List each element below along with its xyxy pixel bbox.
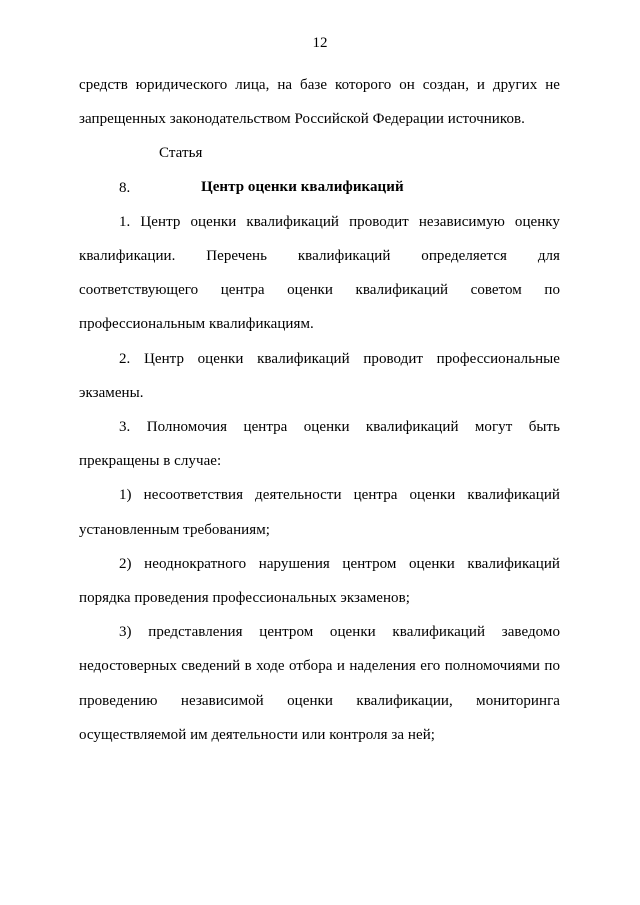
paragraph-1: 1. Центр оценки квалификаций проводит независимую оценку квалификации. Перечень квалификаций определяется для соответствующего центра оценки квалификаций советом по профессиональным квалификациям. [79,213,560,333]
paragraph-continuation: средств юридического лица, на базе которого он создан, и других не запрещенных законодательством Российской Федерации источников. [79,77,560,128]
article-number: Статья 8. [119,145,203,196]
list-item-2: 2) неоднократного нарушения центром оценки квалификаций порядка проведения профессиональных экзаменов; [79,555,560,607]
list-item-3: 3) представления центром оценки квалификаций заведомо недостоверных сведений в ходе отбора и наделения его полномочиями по проведению независимой оценки квалификации, мониторинга осуществляемой им деятельности или контроля за ней; [79,624,560,743]
page-number: 12 [312,35,328,51]
list-item-1: 1) несоответствия деятельности центра оценки квалификаций установленным требованиям; [79,487,560,538]
document-body [79,68,560,752]
article-title: Центр оценки квалификаций [201,179,404,196]
paragraph-3: 3. Полномочия центра оценки квалификаций могут быть прекращены в случае: [79,419,560,470]
paragraph-2: 2. Центр оценки квалификаций проводит профессиональные экзамены. [79,350,560,401]
article-heading [79,136,560,204]
